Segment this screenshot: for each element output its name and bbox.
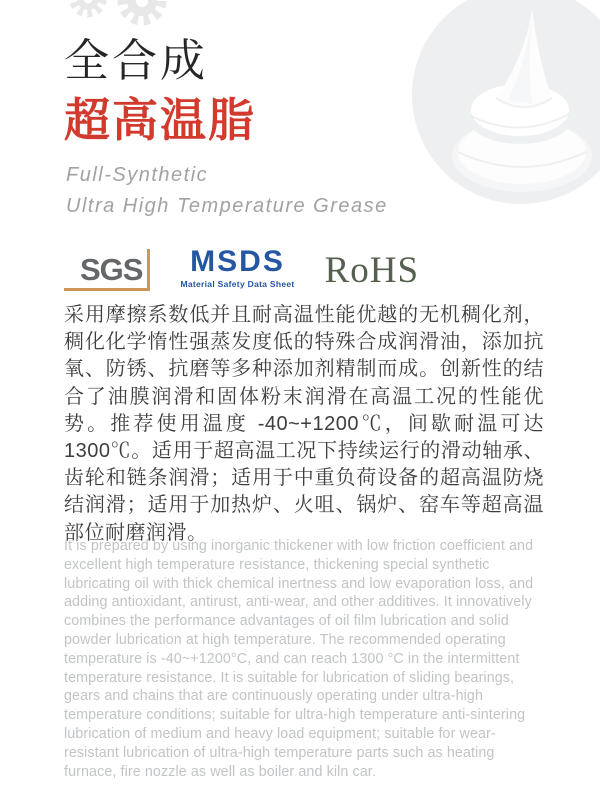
product-image-circle <box>412 0 600 204</box>
rohs-logo-text: RoHS <box>324 250 420 291</box>
description-paragraph-cn: 采用摩擦系数低并且耐高温性能优越的无机稠化剂，稠化化学惰性强蒸发度低的特殊合成润滑油，添加抗氧、防锈、抗磨等多种添加剂精制而成。创新性的结合了油膜润滑和固体粉末润滑在高温工况的性能优势。推荐使用温度 -40~+1200℃，间歇耐温可达 1300℃。适用于超高温工况下持续运行的滑动轴承、齿轮和链条润滑；适用于中重负荷设备的超高温防烧结润滑；适用于加热炉、火咀、锅炉、窑车等超高温部位耐磨润滑。 <box>64 304 544 544</box>
grease-dollop-image <box>446 4 600 199</box>
subtitle-line-2: Ultra High Temperature Grease <box>66 195 388 217</box>
product-title-cn-accent: 超高温脂 <box>64 94 256 146</box>
product-subtitle-en <box>66 160 388 222</box>
subtitle-line-1: Full-Synthetic <box>66 164 209 186</box>
sgs-logo-text: SGS <box>80 252 143 287</box>
msds-logo-text: MSDS <box>190 245 285 278</box>
gear-icon <box>60 0 190 36</box>
sgs-logo <box>64 252 150 291</box>
certification-logos <box>64 241 419 291</box>
page-title <box>64 34 256 148</box>
msds-logo-subtext: Material Safety Data Sheet <box>180 279 295 289</box>
product-title-cn: 全合成 <box>64 35 209 86</box>
msds-logo <box>180 247 294 291</box>
rohs-logo <box>325 252 419 291</box>
description-paragraph-en: It is prepared by using inorganic thickener with low friction coefficient and excellent high temperature resistance, thickening special synthetic lubricating oil with thick chemical inertness and low evaporation loss, and adding antioxidant, antirust, anti-wear, and other additives. It innovatively combines the performance advantages of oil film lubrication and solid powder lubrication at high temperature. The recommended operating temperature is -40~+1200°C, and can reach 1300 °C in the intermittent temperature resistance. It is suitable for lubrication of sliding bearings, gears and chains that are continuously operating under ultra-high temperature conditions; suitable for ultra-high temperature anti-sintering lubrication of medium and heavy load equipment; suitable for wear-resistant lubrication of ultra-high temperature parts such as heating furnace, fire nozzle as well as boiler and kiln car. <box>64 538 534 780</box>
